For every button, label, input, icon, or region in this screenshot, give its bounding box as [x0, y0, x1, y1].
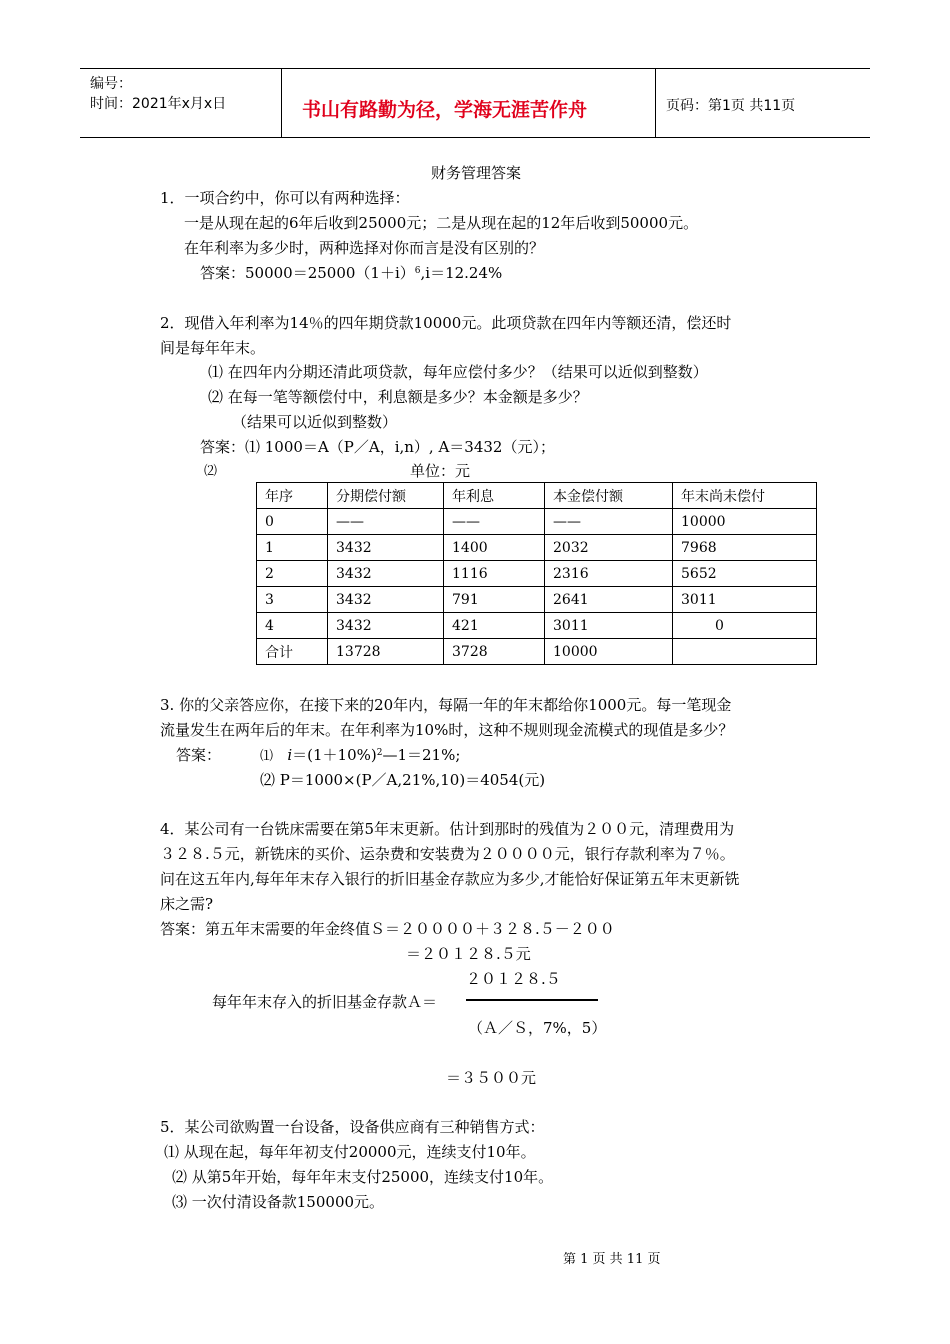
- table-header-cell: 年利息: [444, 483, 545, 509]
- q3-line: 3. 你的父亲答应你，在接下来的20年内，每隔一年的年末都给你1000元。每一笔现金: [160, 696, 732, 714]
- table-cell: 1: [257, 535, 328, 561]
- q5-option: ⑶ 一次付清设备款150000元。: [172, 1193, 385, 1211]
- q2-sub: ⑴ 在四年内分期还清此项贷款，每年应偿付多少？（结果可以近似到整数）: [208, 363, 708, 381]
- q3-step1-var: i: [287, 746, 293, 764]
- q3-step1-exponent: 2: [376, 748, 383, 758]
- document-title: 财务管理答案: [431, 164, 522, 182]
- q4-fraction-numerator: ２０１２８.５: [466, 970, 561, 988]
- table-cell: ——: [545, 509, 673, 535]
- repayment-table: [256, 482, 817, 665]
- q3-line: 流量发生在两年后的年末。在年利率为10%时，这种不规则现金流模式的现值是多少？: [160, 721, 734, 739]
- q1-line: 一是从现在起的6年后收到25000元；二是从现在起的12年后收到50000元。: [184, 214, 699, 232]
- header-motto: 书山有路勤为径，学海无涯苦作舟: [302, 99, 588, 121]
- table-cell: 2032: [545, 535, 673, 561]
- table-cell: 1400: [444, 535, 545, 561]
- page-footer: 第 1 页 共 11 页: [563, 1252, 661, 1267]
- time-label: 时间：2021年x月x日: [90, 96, 227, 112]
- table-row: [257, 613, 817, 639]
- table-cell: 3011: [545, 613, 673, 639]
- table-cell: 3: [257, 587, 328, 613]
- q2-line: 间是每年年末。: [160, 339, 266, 357]
- q3-step1-result: —1＝21%;: [382, 746, 461, 764]
- table-cell: 0: [673, 613, 817, 639]
- table-header-cell: 年末尚未偿付: [673, 483, 817, 509]
- table-cell: 10000: [545, 639, 673, 665]
- table-cell: 合计: [257, 639, 328, 665]
- q3-answer-label: 答案：: [176, 746, 222, 764]
- table-header-cell: 本金偿付额: [545, 483, 673, 509]
- table-cell: 791: [444, 587, 545, 613]
- q1-answer-result: ,i＝12.24%: [420, 264, 503, 282]
- table-cell: 3728: [444, 639, 545, 665]
- table-cell: 2316: [545, 561, 673, 587]
- q4-fraction-denominator: （Ａ／Ｓ，7%，5）: [468, 1019, 607, 1037]
- table-cell: 3432: [328, 587, 444, 613]
- table-row: [257, 587, 817, 613]
- q2-answer-label: ⑵: [204, 464, 218, 479]
- q2-answer: 答案：⑴ 1000＝A（P／A，i,n）, A＝3432（元）；: [200, 438, 555, 456]
- q4-line: 问在这五年内,每年年末存入银行的折旧基金存款应为多少,才能恰好保证第五年末更新铣: [160, 870, 740, 888]
- table-row: [257, 509, 817, 535]
- table-unit: 单位：元: [410, 462, 471, 480]
- q4-fraction-line: [466, 999, 598, 1001]
- table-cell: 3011: [673, 587, 817, 613]
- q3-answer-step1: [260, 744, 460, 765]
- q1-answer-text: 答案：50000＝25000（1＋i）: [200, 264, 415, 282]
- number-label: 编号：: [90, 76, 132, 92]
- q1-answer-exponent: 6: [414, 266, 421, 276]
- q5-option: ⑴ 从现在起，每年年初支付20000元，连续支付10年。: [164, 1143, 536, 1161]
- q5-option: ⑵ 从第5年开始，每年年末支付25000，连续支付10年。: [172, 1168, 554, 1186]
- q1-line: 1．一项合约中，你可以有两种选择：: [160, 189, 410, 207]
- table-cell: 3432: [328, 535, 444, 561]
- q2-sub: ⑵ 在每一笔等额偿付中，利息额是多少？本金额是多少？: [208, 388, 588, 406]
- table-cell: 2641: [545, 587, 673, 613]
- table-cell: 2: [257, 561, 328, 587]
- q1-line: 在年利率为多少时，两种选择对你而言是没有区别的？: [184, 239, 545, 257]
- table-row: [257, 561, 817, 587]
- q3-answer-step2: ⑵ P＝1000×(P／A,21%,10)＝4054(元): [260, 771, 546, 789]
- table-cell: 421: [444, 613, 545, 639]
- table-cell: 10000: [673, 509, 817, 535]
- table-cell: 3432: [328, 561, 444, 587]
- q5-line: 5．某公司欲购置一台设备，设备供应商有三种销售方式：: [160, 1118, 545, 1136]
- q4-answer: 答案：第五年末需要的年金终值Ｓ＝２００００＋３２８.５－２００: [160, 920, 615, 938]
- table-cell: ——: [444, 509, 545, 535]
- table-header-cell: 分期偿付额: [328, 483, 444, 509]
- q4-line: 床之需?: [160, 895, 214, 913]
- header-divider: [655, 69, 656, 137]
- table-header-row: [257, 483, 817, 509]
- table-total-row: [257, 639, 817, 665]
- header-divider: [281, 69, 282, 137]
- q2-sub: （结果可以近似到整数）: [232, 413, 398, 431]
- q4-deposit-label: 每年年末存入的折旧基金存款Ａ＝: [212, 993, 438, 1011]
- table-cell: [673, 639, 817, 665]
- page-header: [80, 68, 870, 138]
- q3-step1-number: ⑴: [260, 749, 274, 764]
- table-cell: ——: [328, 509, 444, 535]
- q2-line: 2．现借入年利率为14％的四年期贷款10000元。此项贷款在四年内等额还清，偿还时: [160, 314, 732, 332]
- table-cell: 0: [257, 509, 328, 535]
- table-cell: 5652: [673, 561, 817, 587]
- q4-line: 4．某公司有一台铣床需要在第5年末更新。估计到那时的残值为２００元，清理费用为: [160, 820, 735, 838]
- table-cell: 4: [257, 613, 328, 639]
- q1-answer: [200, 262, 502, 283]
- q4-answer-value: ＝２０１２８.５元: [406, 945, 531, 963]
- table-cell: 1116: [444, 561, 545, 587]
- q4-line: ３２８.５元，新铣床的买价、运杂费和安装费为２００００元，银行存款利率为７％。: [160, 845, 735, 863]
- table-header-cell: 年序: [257, 483, 328, 509]
- table-cell: 13728: [328, 639, 444, 665]
- page-number-label: 页码：第1页 共11页: [666, 98, 796, 114]
- table-cell: 3432: [328, 613, 444, 639]
- table-cell: 7968: [673, 535, 817, 561]
- q3-step1-text: ＝(1＋10%): [292, 746, 377, 764]
- q4-result: ＝３５００元: [446, 1069, 537, 1087]
- table-row: [257, 535, 817, 561]
